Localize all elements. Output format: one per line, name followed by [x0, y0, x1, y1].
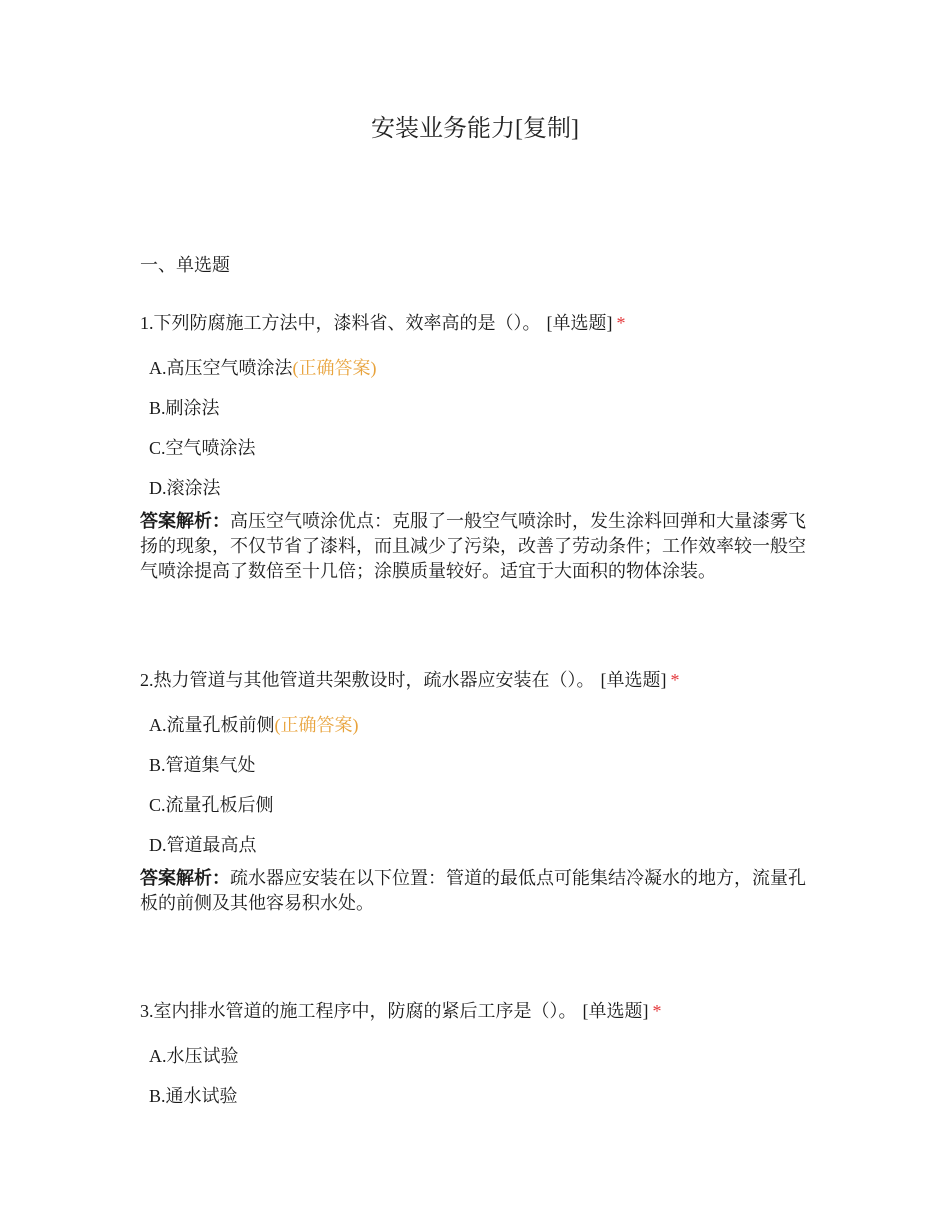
option-a — [149, 1043, 820, 1083]
option-text: C.空气喷涂法 — [149, 438, 256, 458]
correct-answer-flag: (正确答案) — [292, 358, 377, 378]
analysis-label: 答案解析： — [140, 868, 230, 888]
correct-answer-flag: (正确答案) — [274, 715, 359, 735]
option-text: B.刷涂法 — [149, 398, 220, 418]
option-list — [140, 355, 820, 515]
option-text: B.管道集气处 — [149, 755, 256, 775]
analysis-text: 疏水器应安装在以下位置：管道的最低点可能集结冷凝水的地方，流量孔板的前侧及其他容易积水处。 — [140, 868, 806, 913]
option-list — [140, 712, 820, 872]
question-stem — [140, 310, 820, 336]
option-a — [149, 355, 820, 395]
option-b — [149, 395, 820, 435]
question-type-tag: [单选题] — [600, 670, 667, 690]
question-type-tag: [单选题] — [582, 1001, 649, 1021]
option-text: D.管道最高点 — [149, 835, 257, 855]
option-b — [149, 1083, 820, 1123]
question-stem-text: 3.室内排水管道的施工程序中，防腐的紧后工序是（）。 — [140, 1001, 577, 1021]
analysis-label: 答案解析： — [140, 511, 230, 531]
option-list — [140, 1043, 820, 1123]
option-text: A.高压空气喷涂法 — [149, 358, 293, 378]
option-text: A.流量孔板前侧 — [149, 715, 275, 735]
question-stem-text: 1.下列防腐施工方法中，漆料省、效率高的是（）。 — [140, 313, 541, 333]
question-3 — [140, 998, 820, 1123]
option-text: A.水压试验 — [149, 1046, 239, 1066]
required-star: * — [652, 1001, 662, 1021]
section-heading: 一、单选题 — [140, 255, 230, 275]
question-2 — [140, 667, 820, 916]
question-stem — [140, 998, 820, 1024]
option-c — [149, 792, 820, 832]
question-stem-text: 2.热力管道与其他管道共架敷设时，疏水器应安装在（）。 — [140, 670, 595, 690]
option-text: C.流量孔板后侧 — [149, 795, 274, 815]
answer-analysis — [140, 509, 812, 584]
answer-analysis — [140, 866, 812, 916]
option-c — [149, 435, 820, 475]
question-stem — [140, 667, 820, 693]
document-title: 安装业务能力[复制] — [371, 116, 579, 142]
analysis-text: 高压空气喷涂优点：克服了一般空气喷涂时，发生涂料回弹和大量漆雾飞扬的现象，不仅节省了漆料，而且减少了污染，改善了劳动条件；工作效率较一般空气喷涂提高了数倍至十几倍；涂膜质量较好。适宜于大面积的物体涂装。 — [140, 511, 806, 581]
option-text: D.滚涂法 — [149, 478, 221, 498]
required-star: * — [670, 670, 680, 690]
option-a — [149, 712, 820, 752]
option-text: B.通水试验 — [149, 1086, 238, 1106]
question-type-tag: [单选题] — [546, 313, 613, 333]
required-star: * — [616, 313, 626, 333]
option-b — [149, 752, 820, 792]
question-1 — [140, 310, 820, 584]
